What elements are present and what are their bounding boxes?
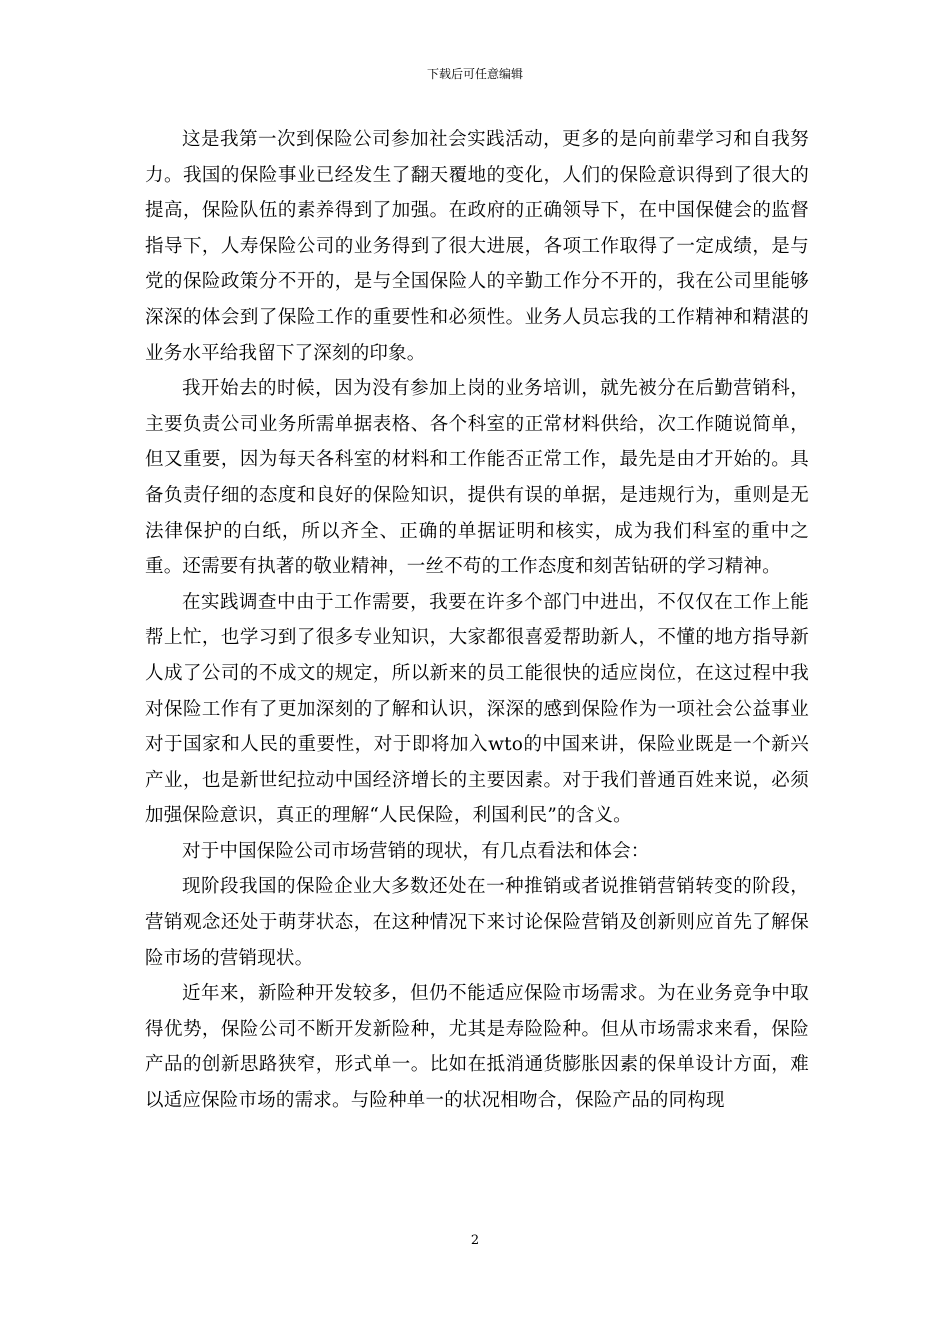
paragraph: 对于中国保险公司市场营销的现状，有几点看法和体会： (182, 840, 650, 862)
page-number: 2 (470, 1233, 480, 1248)
document-body (145, 122, 809, 1119)
paragraph: 现阶段我国的保险企业大多数还处在一种推销或者说推销营销转变的阶段，营销观念还处于萌芽状态，在这种情况下来讨论保险营销及创新则应首先了解保险市场的营销现状。 (145, 876, 809, 969)
paragraph: 这是我第一次到保险公司参加社会实践活动，更多的是向前辈学习和自我努力。我国的保险事业已经发生了翻天覆地的变化，人们的保险意识得到了很大的提高，保险队伍的素养得到了加强。在政府的正确领导下，在中国保健会的监督指导下，人寿保险公司的业务得到了很大进展，各项工作取得了一定成绩，是与党的保险政策分不开的，是与全国保险人的辛勤工作分不开的，我在公司里能够深深的体会到了保险工作的重要性和必须性。业务人员忘我的工作精神和精湛的业务水平给我留下了深刻的印象。 (145, 129, 809, 364)
paragraph: 近年来，新险种开发较多，但仍不能适应保险市场需求。为在业务竞争中取得优势，保险公司不断开发新险种，尤其是寿险险种。但从市场需求来看，保险产品的创新思路狭窄，形式单一。比如在抵消通货膨胀因素的保单设计方面，难以适应保险市场的需求。与险种单一的状况相吻合，保险产品的同构现 (145, 983, 809, 1112)
paragraph: 我开始去的时候，因为没有参加上岗的业务培训，就先被分在后勤营销科，主要负责公司业务所需单据表格、各个科室的正常材料供给，次工作随说简单，但又重要，因为每天各科室的材料和工作能否正常工作，最先是由才开始的。具备负责仔细的态度和良好的保险知识，提供有误的单据，是违规行为，重则是无法律保护的白纸，所以齐全、正确的单据证明和核实，成为我们科室的重中之重。还需要有执著的敬业精神，一丝不苟的工作态度和刻苦钻研的学习精神。 (145, 378, 809, 578)
page-header: 下载后可任意编辑 (426, 67, 523, 81)
paragraph: 在实践调查中由于工作需要，我要在许多个部门中进出，不仅仅在工作上能帮上忙，也学习到了很多专业知识，大家都很喜爱帮助新人，不懂的地方指导新人成了公司的不成文的规定，所以新来的员工能很快的适应岗位，在这过程中我对保险工作有了更加深刻的了解和认识，深深的感到保险作为一项社会公益事业对于国家和人民的重要性，对于即将加入wto的中国来讲，保险业既是一个新兴产业，也是新世纪拉动中国经济增长的主要因素。对于我们普通百姓来说，必须加强保险意识，真正的理解“人民保险，利国利民”的含义。 (145, 591, 809, 827)
